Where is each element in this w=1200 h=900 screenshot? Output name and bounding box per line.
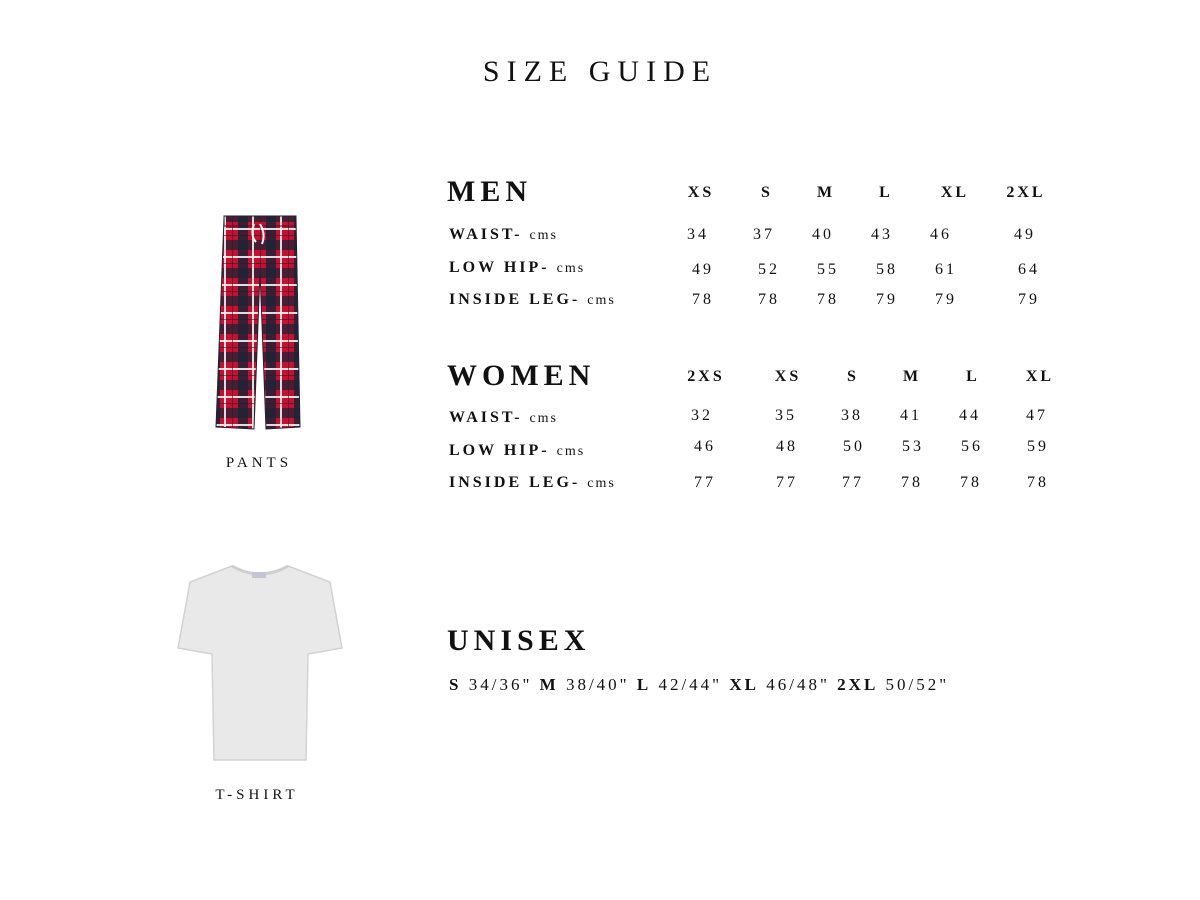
unisex-size: 2XL <box>837 675 879 694</box>
row-label: WAIST- cms <box>449 409 558 426</box>
table-cell: 38 <box>841 407 863 424</box>
men-size-header: XS <box>687 184 715 201</box>
men-size-header: 2XL <box>1006 184 1046 201</box>
table-cell: 77 <box>842 474 864 491</box>
unisex-chest: 38/40" <box>565 675 630 694</box>
unisex-chest: 50/52" <box>885 675 950 694</box>
table-cell: 77 <box>776 474 798 491</box>
unisex-heading: UNISEX <box>447 624 591 657</box>
table-cell: 46 <box>930 226 952 243</box>
unisex-size: S <box>449 675 462 694</box>
table-cell: 50 <box>843 438 865 455</box>
table-cell: 52 <box>758 261 780 278</box>
table-cell: 78 <box>758 291 780 308</box>
unisex-size-list <box>449 675 949 695</box>
table-cell: 40 <box>812 226 834 243</box>
row-label: INSIDE LEG- cms <box>449 474 616 491</box>
women-size-header: 2XS <box>687 368 725 385</box>
table-cell: 32 <box>691 407 713 424</box>
table-cell: 78 <box>901 474 923 491</box>
table-cell: 48 <box>776 438 798 455</box>
table-cell: 56 <box>961 438 983 455</box>
women-size-header: L <box>966 368 980 385</box>
table-cell: 78 <box>817 291 839 308</box>
pants-image <box>210 212 310 432</box>
table-cell: 44 <box>959 407 981 424</box>
tshirt-label: T-SHIRT <box>215 787 299 803</box>
table-cell: 64 <box>1018 261 1040 278</box>
table-cell: 58 <box>876 261 898 278</box>
unisex-chest: 34/36" <box>468 675 533 694</box>
table-cell: 49 <box>692 261 714 278</box>
table-cell: 37 <box>753 226 775 243</box>
men-size-header: M <box>816 184 836 201</box>
table-cell: 59 <box>1027 438 1049 455</box>
row-label: LOW HIP- cms <box>449 442 586 459</box>
unisex-size: XL <box>729 675 759 694</box>
table-cell: 35 <box>775 407 797 424</box>
table-cell: 55 <box>817 261 839 278</box>
women-size-header: S <box>847 368 859 385</box>
row-label: WAIST- cms <box>449 226 558 243</box>
table-cell: 53 <box>902 438 924 455</box>
table-cell: 46 <box>694 438 716 455</box>
men-heading: MEN <box>447 175 532 208</box>
table-cell: 79 <box>876 291 898 308</box>
unisex-size: L <box>636 675 652 694</box>
table-cell: 79 <box>1018 291 1040 308</box>
table-cell: 47 <box>1026 407 1048 424</box>
table-cell: 78 <box>960 474 982 491</box>
table-cell: 61 <box>935 261 957 278</box>
table-cell: 77 <box>694 474 716 491</box>
row-label: INSIDE LEG- cms <box>449 291 616 308</box>
page-title: SIZE GUIDE <box>482 55 718 88</box>
unisex-size: M <box>539 675 559 694</box>
tshirt-image <box>170 560 350 770</box>
row-label: LOW HIP- cms <box>449 259 586 276</box>
table-cell: 79 <box>935 291 957 308</box>
women-size-header: XS <box>774 368 802 385</box>
unisex-chest: 42/44" <box>658 675 723 694</box>
table-cell: 34 <box>687 226 709 243</box>
women-size-header: XL <box>1025 368 1055 385</box>
table-cell: 78 <box>692 291 714 308</box>
women-size-header: M <box>902 368 922 385</box>
table-cell: 43 <box>871 226 893 243</box>
table-cell: 41 <box>900 407 922 424</box>
men-size-header: L <box>879 184 893 201</box>
men-size-header: S <box>761 184 773 201</box>
men-size-header: XL <box>940 184 970 201</box>
pants-label: PANTS <box>225 455 293 471</box>
table-cell: 49 <box>1014 226 1036 243</box>
table-cell: 78 <box>1027 474 1049 491</box>
unisex-chest: 46/48" <box>766 675 830 694</box>
women-heading: WOMEN <box>447 359 596 392</box>
